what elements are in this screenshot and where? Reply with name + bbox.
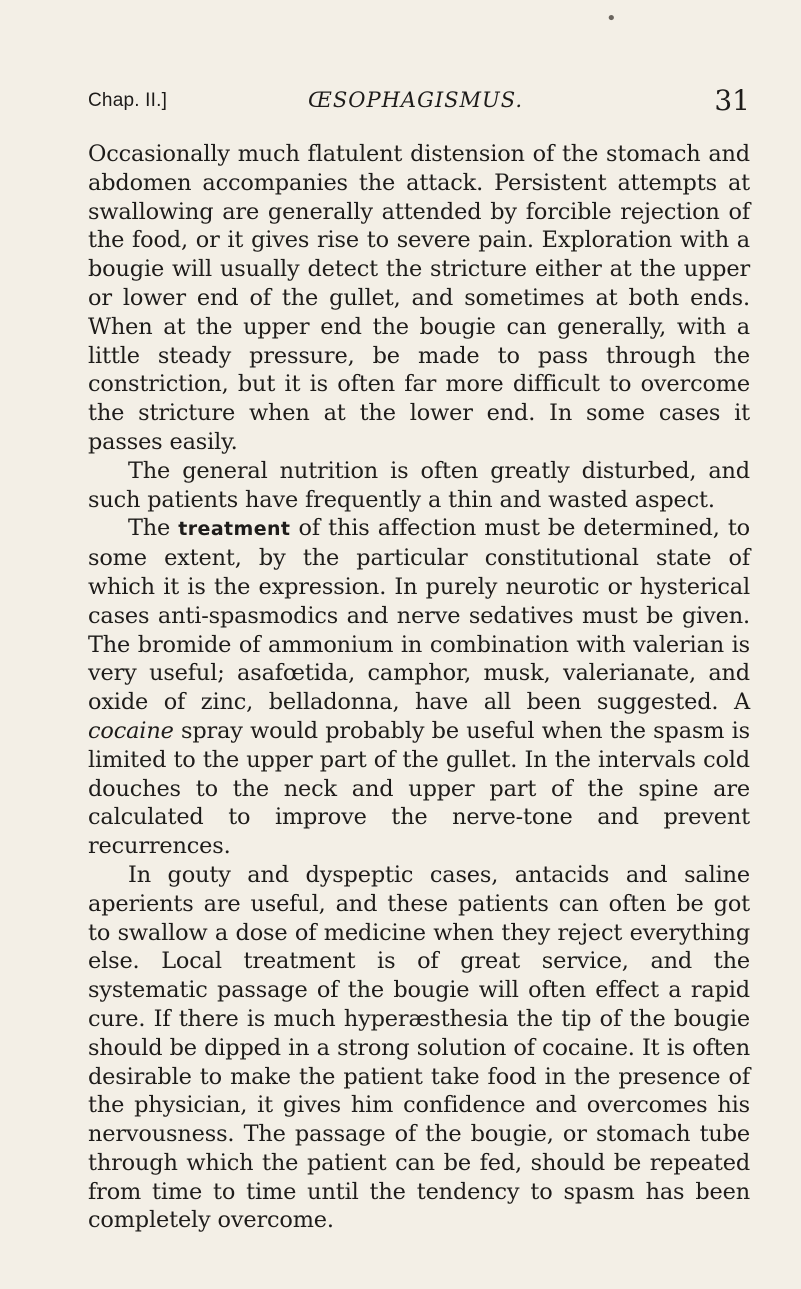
treatment-middle: of this affection must be determined, to some extent, by the particular constitutional state of which it is the expression. In purely neurotic or hysterical cases anti-spasmodics and nerve sedatives must be given. The bromide of ammonium in combination with valerian is very useful; asafœtida, camphor, musk, valerianate, and oxide of zinc, belladonna, have all been suggested. A — [88, 515, 750, 716]
treatment-keyword: treatment — [178, 518, 291, 541]
page-number: 31 — [714, 84, 750, 117]
cocaine-term: cocaine — [88, 717, 174, 744]
chapter-label: Chap. II.] — [88, 90, 168, 111]
treatment-intro: The — [128, 515, 179, 542]
body-text — [88, 140, 750, 1235]
paragraph-gouty-cases: In gouty and dyspeptic cases, antacids and saline aperients are useful, and these patients can often be got to swallow a dose of medicine when they reject everything else. Local treatment is of great service, and the systematic passage of the bougie will often effect a rapid cure. If there is much hyperæsthesia the tip of the bougie should be dipped in a strong solution of cocaine. It is often desirable to make the patient take food in the presence of the physician, it gives him confidence and overcomes his nervousness. The passage of the bougie, or stomach tube through which the patient can be fed, should be repeated from time to time until the tendency to spasm has been completely overcome. — [88, 861, 750, 1234]
page-mark: • — [606, 8, 617, 29]
running-title: ŒSOPHAGISMUS. — [308, 88, 524, 112]
treatment-end: spray would probably be useful when the spasm is limited to the upper part of the gullet. In the intervals cold douches to the neck and upper part of the spine are calculated to improve the nerve-tone and prevent recurrences. — [88, 717, 750, 860]
running-header — [88, 86, 750, 120]
paragraph-treatment — [88, 514, 750, 861]
paragraph-nutrition: The general nutrition is often greatly disturbed, and such patients have frequently a thin and wasted aspect. — [88, 457, 750, 513]
paragraph-attack-symptoms: Occasionally much flatulent distension of the stomach and abdomen accompanies the attack. Persistent attempts at swallowing are generally attended by forcible rejection of the food, or it gives rise to severe pain. Exploration with a bougie will usually detect the stricture either at the upper or lower end of the gullet, and sometimes at both ends. When at the upper end the bougie can generally, with a little steady pressure, be made to pass through the constriction, but it is often far more difficult to overcome the stricture when at the lower end. In some cases it passes easily. — [88, 141, 750, 455]
